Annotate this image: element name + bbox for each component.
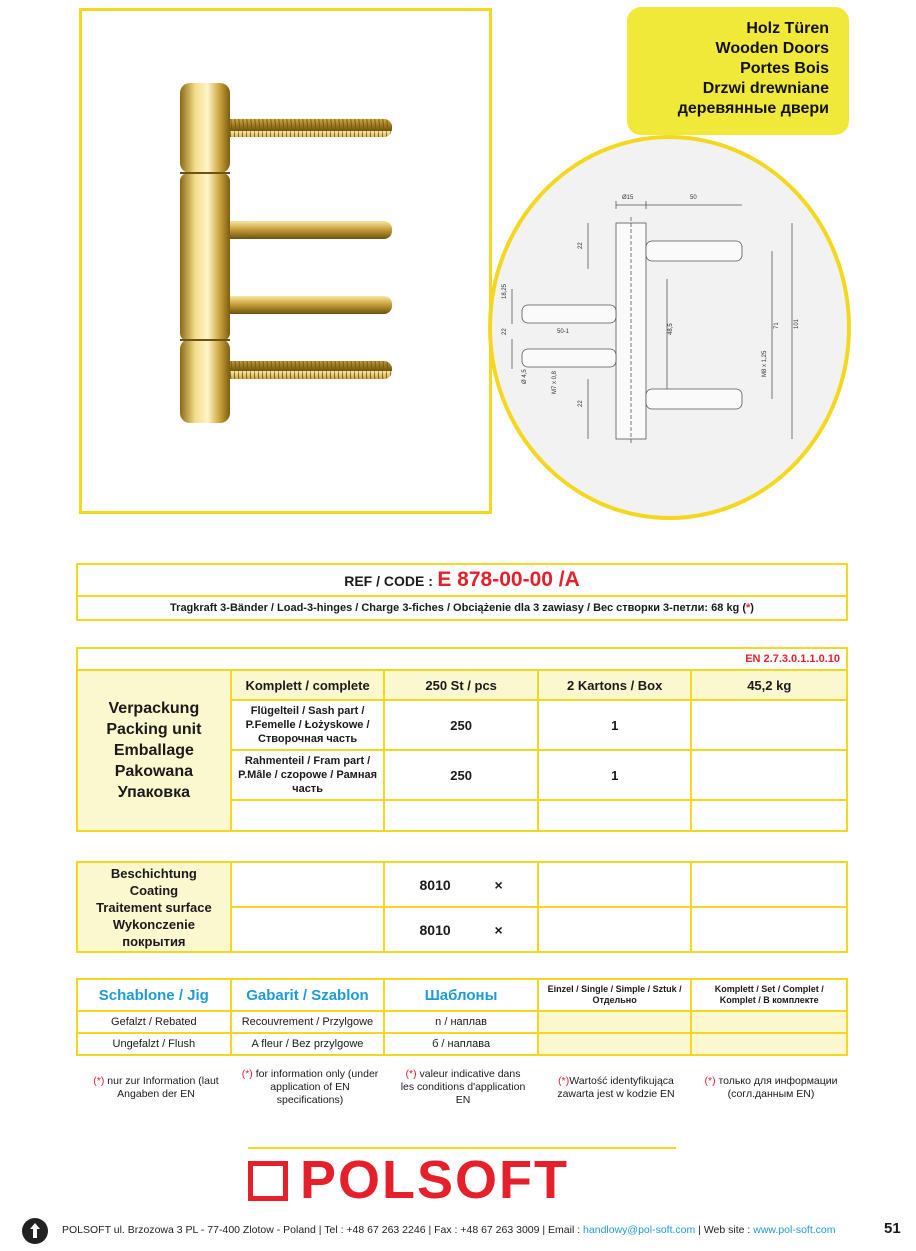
- dim-4: 18,25: [502, 283, 508, 299]
- coating-row1-empty: [231, 862, 385, 907]
- jig-table: [76, 978, 848, 1056]
- jig-row2-ru: б / наплава: [384, 1033, 538, 1055]
- coating-row2-mark: ×: [494, 921, 503, 938]
- hinge-knuckle-bottom: [180, 339, 230, 423]
- dim-1: Ø15: [622, 195, 634, 201]
- packing-header-weight: 45,2 kg: [691, 670, 847, 700]
- packing-header-box: 2 Kartons / Box: [538, 670, 692, 700]
- packing-label-de: Verpackung: [108, 700, 200, 717]
- coating-row2-empty: [231, 907, 385, 952]
- jig-row2-de-en: Ungefalzt / Flush: [77, 1033, 231, 1055]
- dim-8: 71: [774, 322, 780, 329]
- load-text: Tragkraft 3-Bänder / Load-3-hinges / Charge 3-fiches / Obciążenie dla 3 zawiasy / Вес створки 3-петли: 68 kg (: [170, 602, 746, 614]
- ref-code-table: [76, 563, 848, 621]
- hinge-pin-4: [222, 361, 392, 379]
- coating-row2-value: [384, 907, 538, 952]
- footer-address: POLSOFT ul. Brzozowa 3 PL - 77-400 Zlotow - Poland | Tel : +48 67 263 2246 | Fax : +48 67 263 3009 | Email :: [62, 1224, 584, 1236]
- title-line-fr: Portes Bois: [740, 60, 829, 77]
- jig-header-fr-pl: Gabarit / Szablon: [231, 979, 385, 1011]
- note-fr-text: valeur indicative dans les conditions d'application EN: [400, 1068, 526, 1106]
- note-fr-mark: (*): [405, 1068, 417, 1080]
- dim-10: M8 x 1,25: [762, 350, 768, 377]
- footer-contact: [62, 1224, 836, 1236]
- dim-3: 22: [578, 242, 584, 249]
- en-code: EN 2.7.3.0.1.1.0.10: [77, 648, 847, 670]
- load-end: ): [750, 602, 754, 614]
- note-pl: [548, 1075, 684, 1101]
- logo-rule: [248, 1147, 676, 1149]
- jig-row1-single: [538, 1011, 692, 1033]
- coating-table: [76, 861, 848, 953]
- coating-row1-empty3: [691, 862, 847, 907]
- packing-row-frame-qty: 250: [384, 750, 537, 800]
- note-en-text: for information only (under application of EN specifications): [252, 1068, 379, 1106]
- packing-row-sash-empty: [691, 700, 847, 750]
- brand-logo: POLSOFT: [300, 1150, 569, 1210]
- packing-label: [77, 670, 231, 831]
- packing-header-complete: Komplett / complete: [231, 670, 385, 700]
- packing-table: [76, 647, 848, 832]
- note-ru: [696, 1075, 846, 1101]
- title-line-en: Wooden Doors: [715, 40, 829, 57]
- title-badge: [627, 7, 849, 135]
- title-line-pl: Drzwi drewniane: [702, 80, 829, 97]
- hinge-pin-3: [222, 296, 392, 314]
- ref-code: E 878-00-00 /A: [437, 568, 580, 591]
- page-number: 51: [884, 1220, 901, 1237]
- jig-header-de-en: Schablone / Jig: [77, 979, 231, 1011]
- coating-row1-mark: ×: [494, 876, 503, 893]
- dim-12: M7 x 0,8: [552, 370, 558, 394]
- coating-row2-empty3: [691, 907, 847, 952]
- jig-header-ru: Шаблоны: [384, 979, 538, 1011]
- note-pl-text: Wartość identyfikująca zawarta jest w kodzie EN: [557, 1075, 675, 1100]
- dim-5: 22: [502, 328, 508, 335]
- jig-row1-de-en: Gefalzt / Rebated: [77, 1011, 231, 1033]
- jig-row2-set: [691, 1033, 847, 1055]
- packing-row-frame: Rahmenteil / Fram part / P.Mâle / czopowe / Рамная часть: [231, 750, 385, 800]
- technical-drawing: [492, 139, 847, 516]
- packing-header-pcs: 250 St / pcs: [384, 670, 537, 700]
- note-pl-mark: (*): [558, 1075, 570, 1087]
- note-ru-text: только для информации (согл.данным EN): [715, 1075, 838, 1100]
- dim-2: 50: [690, 195, 697, 201]
- jig-row1-ru: n / наплав: [384, 1011, 538, 1033]
- dim-6: 50-1: [557, 329, 570, 335]
- footer-email-link[interactable]: handlowy@pol-soft.com: [583, 1224, 696, 1236]
- dim-11: Ø 4,5: [522, 369, 528, 384]
- hinge-pin-1: [222, 119, 392, 137]
- coating-label-ru: покрытия: [122, 933, 186, 949]
- jig-row1-set: [691, 1011, 847, 1033]
- title-line-ru: деревянные двери: [677, 100, 829, 117]
- note-en: [240, 1068, 380, 1107]
- load-mark: *: [746, 602, 751, 614]
- coating-label: [77, 862, 231, 952]
- coating-row1-value: [384, 862, 538, 907]
- note-fr: [398, 1068, 528, 1107]
- load-cell: [77, 596, 847, 620]
- packing-row-frame-box: 1: [538, 750, 692, 800]
- footer-logo-icon: [22, 1218, 48, 1244]
- hinge-pin-2: [222, 221, 392, 239]
- note-en-mark: (*): [241, 1068, 253, 1080]
- hinge-knuckle-top: [180, 83, 230, 173]
- jig-row1-fr-pl: Recouvrement / Przylgowe: [231, 1011, 385, 1033]
- dim-7: 48,5: [668, 323, 674, 335]
- jig-header-set: Komplett / Set / Complet / Komplet / В комплекте: [691, 979, 847, 1011]
- packing-empty-2: [384, 800, 537, 831]
- footer-web-label: | Web site :: [695, 1224, 754, 1236]
- packing-row-sash: Flügelteil / Sash part / P.Femelle / Łożyskowe / Створочная часть: [231, 700, 385, 750]
- packing-label-pl: Pakowana: [114, 763, 193, 780]
- jig-row2-single: [538, 1033, 692, 1055]
- ref-label: REF / CODE :: [344, 573, 433, 589]
- footer-web-link[interactable]: www.pol-soft.com: [753, 1224, 836, 1236]
- coating-label-de: Beschichtung: [110, 865, 197, 881]
- note-de-mark: (*): [93, 1075, 105, 1087]
- jig-row2-fr-pl: A fleur / Bez przylgowe: [231, 1033, 385, 1055]
- jig-header-single: Einzel / Single / Simple / Sztuk / Отдельно: [538, 979, 692, 1011]
- packing-row-sash-qty: 250: [384, 700, 537, 750]
- coating-row2-code: 8010: [419, 921, 451, 938]
- note-de: [86, 1075, 226, 1101]
- note-de-text: nur zur Information (laut Angaben der EN: [104, 1075, 219, 1100]
- coating-row1-code: 8010: [419, 876, 451, 893]
- title-line-de: Holz Türen: [746, 20, 829, 37]
- up-arrow-icon: [22, 1218, 48, 1244]
- logo-square-icon: [248, 1161, 288, 1201]
- packing-empty-1: [231, 800, 385, 831]
- technical-drawing-circle: [488, 135, 851, 520]
- coating-label-en: Coating: [129, 882, 179, 898]
- dim-9: 101: [794, 318, 800, 329]
- packing-empty-3: [538, 800, 692, 831]
- product-photo-frame: [79, 8, 492, 514]
- coating-row2-empty2: [538, 907, 692, 952]
- packing-label-fr: Emballage: [113, 742, 194, 759]
- packing-empty-4: [691, 800, 847, 831]
- note-ru-mark: (*): [704, 1075, 716, 1087]
- coating-label-pl: Wykonczenie: [112, 916, 195, 932]
- packing-label-en: Packing unit: [106, 721, 202, 738]
- hinge-knuckle-middle: [180, 173, 230, 341]
- packing-row-sash-box: 1: [538, 700, 692, 750]
- dim-13: 22: [578, 400, 584, 407]
- coating-row1-empty2: [538, 862, 692, 907]
- hinge-photo: [82, 11, 489, 511]
- packing-label-ru: Упаковка: [117, 784, 190, 801]
- coating-label-fr: Traitement surface: [96, 899, 212, 915]
- ref-code-cell: [77, 564, 847, 596]
- packing-row-frame-empty: [691, 750, 847, 800]
